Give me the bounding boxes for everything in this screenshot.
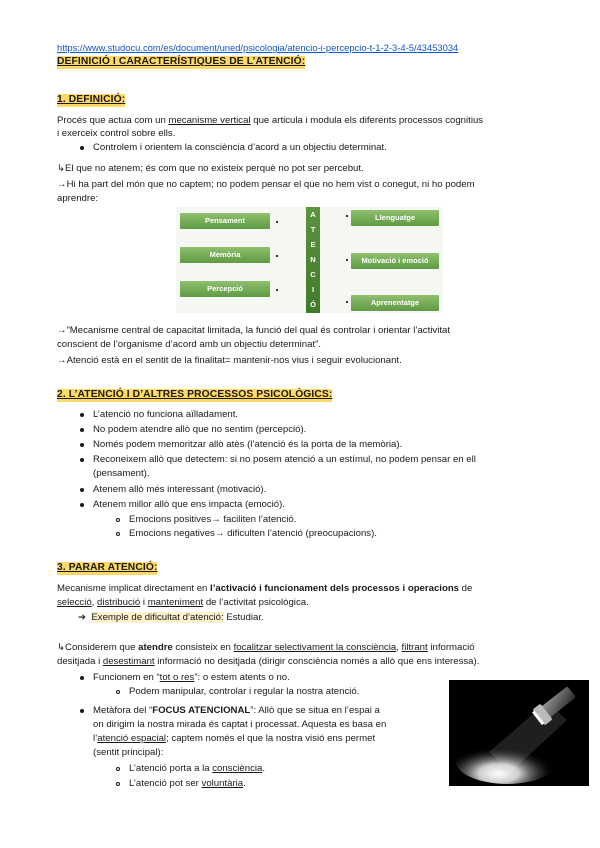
source-link[interactable]: https://www.studocu.com/es/document/uned/psicologia/atencio-i-percepcio-t-1-2-3-4-5/43453034 [57,42,459,53]
text-run: l’ [93,733,98,744]
text-run: Funcionem en “ [93,672,160,683]
attention-diagram [176,207,443,313]
text-run: ”: Allò que se situa en l’espai a [250,705,380,716]
s2-bullet: L’atenció no funciona aïlladament. [93,409,239,420]
s3-paragraph2-line1 [57,642,475,655]
text-run: de [459,583,473,594]
s2-bullet-cont: (pensament). [93,468,150,479]
underlined-term: tot o res [159,672,195,683]
underlined-term: focalitzar selectivament la consciència [233,642,397,653]
underlined-term: distribució [97,597,141,608]
text-run: ↳Considerem que [57,642,139,653]
text-run: . [243,778,246,789]
s3-bullet2-line4: (sentit principal): [93,747,164,758]
s3-bullet2-line3 [93,733,375,746]
diagram-box-percepcio: Percepció [180,281,270,297]
column-letter: E [310,240,316,249]
text-run: consisteix en [172,642,234,653]
connector-dot [346,215,348,217]
s1-paragraph-line1 [57,115,483,128]
column-letter: C [310,270,316,279]
sub-bullet-circle [116,690,120,694]
bullet-dot [80,709,84,713]
s2-bullet: Atenem allò més interessant (motivació). [93,484,267,495]
underlined-term: selecció [57,597,92,608]
s2-bullet: Reconeixem allò que detectem: si no posem atenció a un estímul, no podem pensar en ell [93,454,476,465]
underlined-term: filtrant [401,642,428,653]
s3-bullet2-line2: on dirigim la nostra mirada és captat i processat. Aquesta es basa en [93,719,387,730]
s2-sub-bullet: Emocions positives→ faciliten l’atenció. [129,514,297,525]
s1-quote-line2: conscient de l’organisme d’acord amb un objectiu determinat”. [57,339,321,350]
arrow-icon: ➔ [78,612,87,623]
flashlight-icon [449,680,589,786]
s3-paragraph-line2 [57,597,309,610]
underlined-term: manteniment [147,597,204,608]
text-run: ”: o estem atents o no. [194,672,290,683]
text-run: i [140,597,148,608]
underlined-term: mecanisme vertical [168,115,251,126]
main-title: DEFINICIÓ I CARACTERÍSTIQUES DE L’ATENCIÓ: [57,56,306,67]
connector-dot [276,221,278,223]
bold-term: l’activació i funcionament dels processos i operacions [210,583,460,594]
s2-bullet: Només podem memoritzar allò atès (l’atenció és la porta de la memòria). [93,439,403,450]
underlined-term: desestimant [102,656,155,667]
s3-paragraph-line1 [57,583,472,596]
text-run: Mecanisme implicat directament en [57,583,211,594]
column-letter: T [310,225,316,234]
text-run: Procés que actua com un [57,115,169,126]
section-3-heading: 3. PARAR ATENCIÓ: [57,562,158,573]
s2-bullet: Atenem millor allò que ens impacta (emoció). [93,499,285,510]
s3-bullet1 [93,672,290,685]
highlighted-example: Exemple de dificultat d’atenció: [91,612,224,623]
column-letter: A [310,210,316,219]
s3-sub-bullet: Podem manipular, controlar i regular la nostra atenció. [129,686,360,697]
text-run: que articula i modula els diferents processos cognitius [250,115,484,126]
bold-term: FOCUS ATENCIONAL [152,705,251,716]
bullet-dot [80,676,84,680]
s1-paragraph-line2: i exerceix control sobre ells. [57,128,176,139]
underlined-term: consciència [212,763,263,774]
column-letter: N [310,255,316,264]
bullet-dot [80,443,84,447]
s1-bullet: Controlem i orientem la consciència d’acord a un objectiu determinat. [93,142,387,153]
connector-dot [276,255,278,257]
text-run: informació [427,642,475,653]
text-run: ; captem només el que la nostra visió ens permet [166,733,376,744]
text-run: de l’activitat psicològica. [203,597,309,608]
underlined-term: voluntària [201,778,244,789]
text-run: L’atenció porta a la [129,763,213,774]
flashlight-image [449,680,589,786]
section-2-heading: 2. L’ATENCIÓ I D’ALTRES PROCESSOS PSICOLÒGICS: [57,389,333,400]
diagram-box-motivacio: Motivació i emoció [351,253,439,269]
connector-dot [346,301,348,303]
column-letter: Ó [310,300,316,309]
text-run: informació no desitjada (dirigir consciència només a allò que ens interessa). [154,656,480,667]
underlined-term: atenció espacial [97,733,167,744]
text-run: desitjada i [57,656,103,667]
text-run: , [91,597,98,608]
sub-bullet-circle [116,532,120,536]
text-run: L’atenció pot ser [129,778,202,789]
sub-bullet-circle [116,518,120,522]
s2-bullet: No podem atendre allò que no sentim (percepció). [93,424,307,435]
diagram-box-memoria: Memòria [180,247,270,263]
s1-quote-line1: →”Mecanisme central de capacitat limitada, la funció del qual és controlar i orientar l’activitat [57,325,450,336]
column-letter: I [311,285,315,294]
text-run: Metàfora del “ [93,705,153,716]
s3-sub-bullet [129,778,246,791]
bullet-dot [80,488,84,492]
sub-bullet-circle [116,767,120,771]
bullet-dot [80,503,84,507]
section-1-heading: 1. DEFINICIÓ: [57,94,126,105]
connector-dot [346,259,348,261]
s3-sub-bullet [129,763,265,776]
diagram-box-aprenentatge: Aprenentatge [351,295,439,311]
text-run: , [396,642,402,653]
s3-example-line [78,612,264,625]
bold-term: atendre [138,642,173,653]
text-run: Estudiar. [223,612,264,623]
connector-dot [276,289,278,291]
s1-note3: →Atenció està en el sentit de la finalitat= mantenir-nos vius i seguir evolucionant. [57,355,402,366]
s1-note2-line1: →Hi ha part del món que no captem; no podem pensar el que no hem vist o conegut, ni ho podem [57,179,475,190]
bullet-dot [80,458,84,462]
s2-sub-bullet: Emocions negatives→ dificulten l’atenció (preocupacions). [129,528,377,539]
diagram-box-llenguatge: Llenguatge [351,210,439,226]
diagram-box-pensament: Pensament [180,213,270,229]
bullet-dot [80,413,84,417]
s3-paragraph2-line2 [57,656,479,669]
s3-bullet2-line1 [93,705,380,718]
bullet-dot [80,146,84,150]
bullet-dot [80,428,84,432]
diagram-attention-column [306,207,320,313]
s1-note1: ↳El que no atenem; és com que no existeix perquè no pot ser percebut. [57,163,364,174]
text-run: . [262,763,266,774]
sub-bullet-circle [116,782,120,786]
s1-note2-line2: aprendre: [57,193,99,204]
